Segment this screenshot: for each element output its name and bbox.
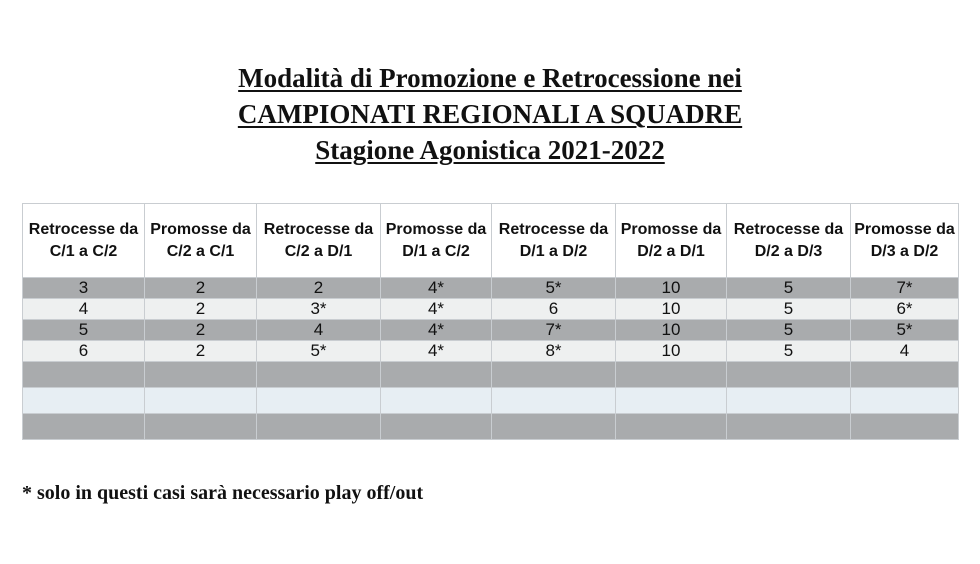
empty-cell [257, 414, 381, 440]
footnote: * solo in questi casi sarà necessario play off/out [22, 482, 424, 504]
table-cell: 4* [381, 341, 492, 362]
table-cell: 2 [145, 278, 257, 299]
table-cell: 5 [23, 320, 145, 341]
table-cell: 7* [851, 278, 959, 299]
header-cell: Retrocesse da D/2 a D/3 [727, 204, 851, 278]
header-cell: Retrocesse da C/1 a C/2 [23, 204, 145, 278]
table-cell: 4* [381, 320, 492, 341]
table-cell: 4 [851, 341, 959, 362]
empty-cell [257, 388, 381, 414]
empty-cell [257, 362, 381, 388]
empty-cell [616, 362, 727, 388]
empty-cell [381, 388, 492, 414]
header-cell: Promosse da D/3 a D/2 [851, 204, 959, 278]
table-cell: 10 [616, 320, 727, 341]
table-cell: 5* [257, 341, 381, 362]
empty-cell [381, 414, 492, 440]
table-row [23, 320, 959, 341]
header-cell: Retrocesse da C/2 a D/1 [257, 204, 381, 278]
empty-cell [616, 388, 727, 414]
empty-cell [145, 388, 257, 414]
promotion-table [22, 203, 959, 440]
table-cell: 6* [851, 299, 959, 320]
table-cell: 10 [616, 278, 727, 299]
empty-cell [492, 362, 616, 388]
empty-row [23, 414, 959, 440]
table-cell: 3 [23, 278, 145, 299]
empty-cell [727, 414, 851, 440]
table-cell: 2 [145, 341, 257, 362]
table-cell: 6 [23, 341, 145, 362]
empty-cell [381, 362, 492, 388]
empty-cell [145, 362, 257, 388]
table-cell: 10 [616, 299, 727, 320]
table-row [23, 299, 959, 320]
empty-cell [851, 388, 959, 414]
empty-cell [616, 414, 727, 440]
table-cell: 5 [727, 278, 851, 299]
table-cell: 2 [145, 320, 257, 341]
table-cell: 5 [727, 341, 851, 362]
header-cell: Promosse da C/2 a C/1 [145, 204, 257, 278]
empty-cell [145, 414, 257, 440]
empty-row [23, 362, 959, 388]
table-cell: 2 [257, 278, 381, 299]
table-cell: 8* [492, 341, 616, 362]
header-cell: Promosse da D/2 a D/1 [616, 204, 727, 278]
table-cell: 2 [145, 299, 257, 320]
empty-cell [23, 414, 145, 440]
table-cell: 4 [23, 299, 145, 320]
table-cell: 5 [727, 320, 851, 341]
table-cell: 5 [727, 299, 851, 320]
header-cell: Retrocesse da D/1 a D/2 [492, 204, 616, 278]
empty-cell [851, 362, 959, 388]
header-row [23, 204, 959, 278]
title-line-3: Stagione Agonistica 2021-2022 [315, 135, 665, 165]
table-cell: 6 [492, 299, 616, 320]
table-cell: 4* [381, 278, 492, 299]
empty-row [23, 388, 959, 414]
title-line-2: CAMPIONATI REGIONALI A SQUADRE [237, 99, 743, 129]
empty-cell [727, 362, 851, 388]
empty-cell [492, 388, 616, 414]
header-cell: Promosse da D/1 a C/2 [381, 204, 492, 278]
table-row [23, 341, 959, 362]
document-title [0, 60, 980, 168]
title-line-1: Modalità di Promozione e Retrocessione nei [238, 63, 742, 93]
table-row [23, 278, 959, 299]
empty-cell [23, 388, 145, 414]
empty-cell [851, 414, 959, 440]
empty-cell [23, 362, 145, 388]
table-cell: 7* [492, 320, 616, 341]
table-cell: 5* [492, 278, 616, 299]
empty-cell [727, 388, 851, 414]
table-cell: 5* [851, 320, 959, 341]
table-cell: 4* [381, 299, 492, 320]
table-cell: 4 [257, 320, 381, 341]
table-cell: 3* [257, 299, 381, 320]
empty-cell [492, 414, 616, 440]
table-cell: 10 [616, 341, 727, 362]
